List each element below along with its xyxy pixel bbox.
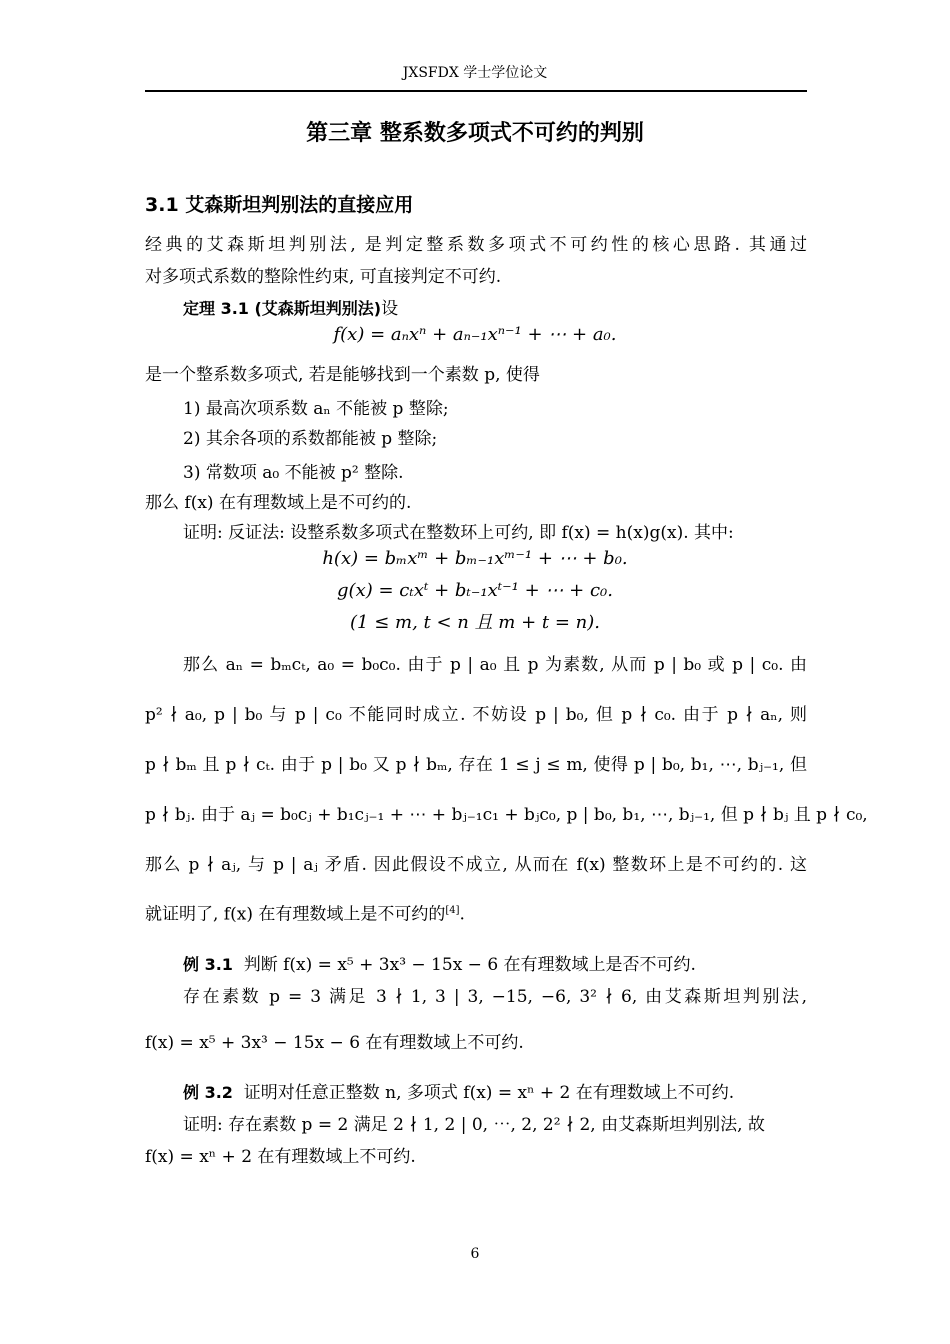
proof-equation-3: (1 ≤ m, t < n 且 m + t = n). — [350, 612, 600, 633]
example-2-line-2: 证明: 存在素数 p = 2 满足 2 ∤ 1, 2 | 0, ⋯, 2, 2² ∤ 2, 由艾森斯坦判别法, 故 — [183, 1115, 765, 1135]
theorem-condition-1: 1) 最高次项系数 aₙ 不能被 p 整除; — [183, 399, 449, 419]
theorem-condition-3: 3) 常数项 a₀ 不能被 p² 整除. — [183, 463, 404, 483]
header-rule — [145, 90, 807, 92]
proof-paragraph-line-6 — [145, 898, 465, 928]
chapter-title: 第三章 整系数多项式不可约的判别 — [306, 121, 644, 146]
example-2-line-3: f(x) = xⁿ + 2 在有理数域上不可约. — [145, 1147, 416, 1167]
page-number: 6 — [470, 1246, 480, 1262]
proof-closing-text: 就证明了, f(x) 在有理数域上是不可约的 — [145, 904, 446, 925]
example-1-statement — [183, 952, 696, 978]
citation-reference: [4] — [445, 905, 460, 916]
running-header: JXSFDX 学士学位论文 — [402, 65, 548, 81]
proof-equation-2: g(x) = cₜxᵗ + bₜ₋₁xᵗ⁻¹ + ⋯ + c₀. — [337, 580, 613, 601]
example-2-statement — [183, 1080, 734, 1106]
section-title: 3.1 艾森斯坦判别法的直接应用 — [145, 194, 414, 216]
intro-line-1: 经典的艾森斯坦判别法, 是判定整系数多项式不可约性的核心思路. 其通过 — [145, 235, 807, 255]
theorem-label: 定理 3.1 (艾森斯坦判别法) — [183, 299, 382, 318]
proof-paragraph-line-5: 那么 p ∤ aⱼ, 与 p | aⱼ 矛盾. 因此假设不成立, 从而在 f(x) 整数环上是不可约的. 这 — [145, 855, 807, 875]
theorem-formula: f(x) = aₙxⁿ + aₙ₋₁xⁿ⁻¹ + ⋯ + a₀. — [333, 324, 617, 345]
proof-paragraph-line-1: 那么 aₙ = bₘcₜ, a₀ = b₀c₀. 由于 p | a₀ 且 p 为素数, 从而 p | b₀ 或 p | c₀. 由 — [183, 655, 807, 675]
theorem-condition-2: 2) 其余各项的系数都能被 p 整除; — [183, 429, 438, 449]
theorem-after: 是一个整系数多项式, 若是能够找到一个素数 p, 使得 — [145, 365, 540, 385]
theorem-heading — [183, 296, 398, 322]
example-2-text: 证明对任意正整数 n, 多项式 f(x) = xⁿ + 2 在有理数域上不可约. — [243, 1083, 735, 1103]
intro-line-2: 对多项式系数的整除性约束, 可直接判定不可约. — [145, 267, 502, 287]
proof-paragraph-line-2: p² ∤ a₀, p | b₀ 与 p | c₀ 不能同时成立. 不妨设 p | b₀, 但 p ∤ c₀. 由于 p ∤ aₙ, 则 — [145, 705, 807, 725]
proof-paragraph-line-4: p ∤ bⱼ. 由于 aⱼ = b₀cⱼ + b₁cⱼ₋₁ + ⋯ + bⱼ₋₁c₁ + bⱼc₀, p | b₀, b₁, ⋯, bⱼ₋₁, 但 p ∤ bⱼ 且 p ∤ c₀, — [145, 805, 868, 825]
theorem-lead: 设 — [381, 299, 399, 319]
example-1-label: 例 3.1 — [183, 955, 233, 974]
proof-paragraph-line-3: p ∤ bₘ 且 p ∤ cₜ. 由于 p | b₀ 又 p ∤ bₘ, 存在 1 ≤ j ≤ m, 使得 p | b₀, b₁, ⋯, bⱼ₋₁, 但 — [145, 755, 807, 775]
proof-line-1: 证明: 反证法: 设整系数多项式在整数环上可约, 即 f(x) = h(x)g(x). 其中: — [183, 523, 734, 543]
example-1-text: 判断 f(x) = x⁵ + 3x³ − 15x − 6 在有理数域上是否不可约. — [243, 955, 696, 975]
theorem-conclusion: 那么 f(x) 在有理数域上是不可约的. — [145, 493, 412, 513]
example-1-line-2: 存在素数 p = 3 满足 3 ∤ 1, 3 | 3, −15, −6, 3² ∤ 6, 由艾森斯坦判别法, — [183, 987, 807, 1007]
example-1-line-3: f(x) = x⁵ + 3x³ − 15x − 6 在有理数域上不可约. — [145, 1033, 524, 1053]
example-2-label: 例 3.2 — [183, 1083, 233, 1102]
proof-closing-period: . — [459, 904, 465, 925]
proof-equation-1: h(x) = bₘxᵐ + bₘ₋₁xᵐ⁻¹ + ⋯ + b₀. — [322, 548, 628, 569]
